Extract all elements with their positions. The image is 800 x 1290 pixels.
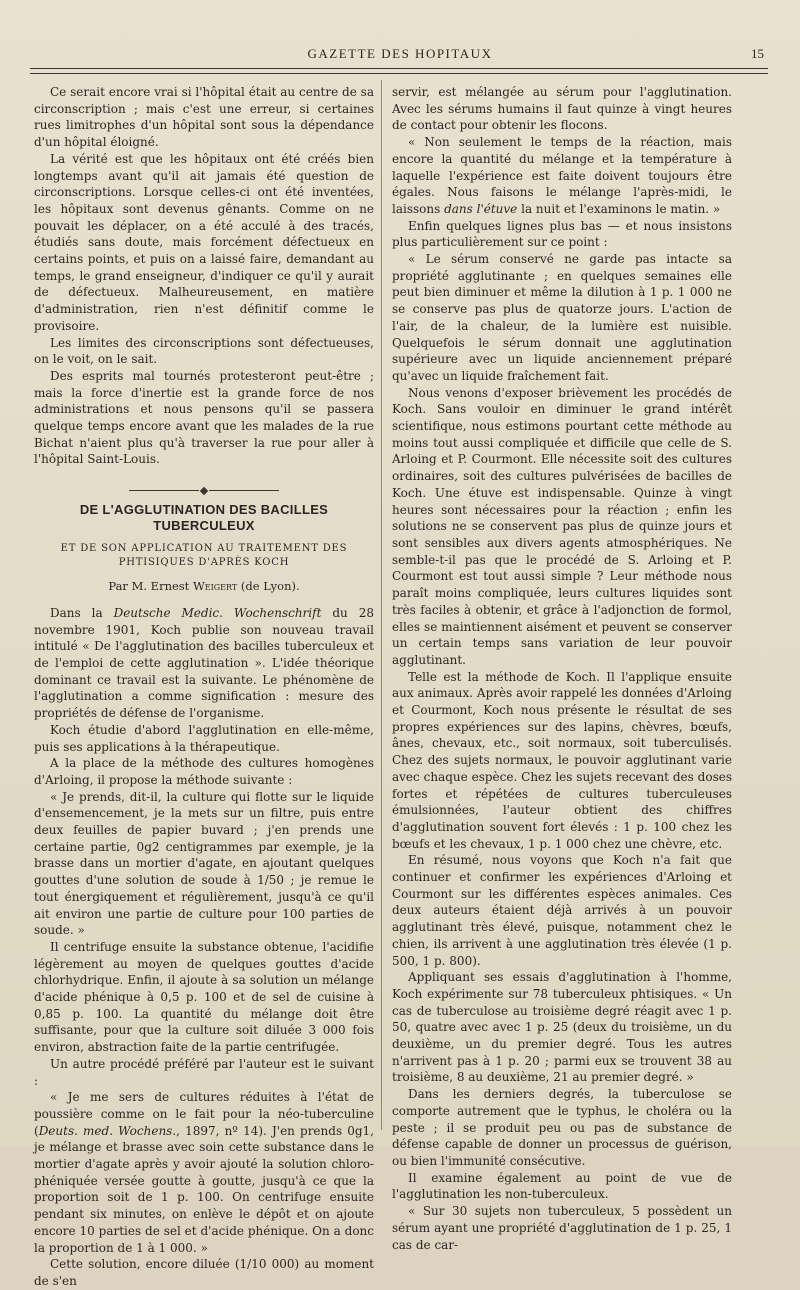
paragraph: En résumé, nous voyons que Koch n'a fait que continuer et confirmer les expériences d'Arloing et Courmont sur les différentes espèces animales. Ces deux auteurs étaient déjà arrivés à un pouvoir agglutinant très élevé, puisque, notamment chez le chien, ils arrivent à une agglutination très élevée (1 p. 500, 1 p. 800). bbox=[392, 853, 732, 968]
author-name: Weigert bbox=[192, 579, 238, 594]
paragraph: « Je prends, dit-il, la culture qui flotte sur le liquide d'ensemencement, je la mets sur un filtre, puis entre deux feuilles de papier buvard ; j'en prends une certaine partie, 0g2 centigrammes par exemple, je la brasse dans un mortier d'agate, en ajoutant quelques gouttes d'une solution de soude à 1/50 ; je remue le tout énergiquement et régulièrement, jusqu'à ce qu'il ait environ une partie de culture pour 100 parties de soude. » bbox=[34, 789, 374, 938]
paragraph: Des esprits mal tournés protesteront peut-être ; mais la force d'inertie est la grande force de nos administrations et nous pensons qu'il se passera quelque temps encore avant que les malades de la rue Bichat n'aient plus qu'à traverser la rue pour aller à l'hôpital Saint-Louis. bbox=[34, 368, 374, 467]
header-rule bbox=[30, 68, 768, 74]
column-divider bbox=[381, 80, 382, 1130]
paragraph: « Sur 30 sujets non tuberculeux, 5 possèdent un sérum ayant une propriété d'agglutination de 1 p. 25, 1 cas de car- bbox=[392, 1204, 732, 1252]
paragraph: servir, est mélangée au sérum pour l'agglutination. Avec les sérums humains il faut quinze à vingt heures de contact pour obtenir les flocons. bbox=[392, 85, 732, 133]
quote-paragraph bbox=[34, 1089, 374, 1256]
quote-text: « Non seulement le temps de la réaction, mais encore la quantité du mélange et la température à laquelle l'expérience est faite doivent toujours être égales. Nous faisons le mélange l'après-midi, le laissons bbox=[392, 135, 732, 216]
emphasis: dans l'étuve bbox=[444, 201, 518, 216]
paragraph: Dans les derniers degrés, la tuberculose se comporte autrement que le typhus, le choléra ou la peste ; il se produit peu ou pas de substance de défense capable de donner un processus de guérison, ou bien l'immunité consécutive. bbox=[392, 1087, 732, 1168]
source-title: Deuts. med. Wochens. bbox=[38, 1123, 177, 1138]
paragraph: Il centrifuge ensuite la substance obtenue, l'acidifie légèrement au moyen de quelques gouttes d'acide chlorhydrique. Enfin, il ajoute à sa solution un mélange d'acide phénique à 0,5 p. 100 et de sel de cuisine à 0,85 p. 100. La quantité du mélange doit être suffisante, pour que la culture soit diluée 3 000 fois environ, abstraction faite de la partie centrifugée. bbox=[34, 939, 374, 1055]
paragraph: Il examine également au point de vue de l'agglutination les non-tuberculeux. bbox=[392, 1170, 732, 1202]
byline-suffix: (de Lyon). bbox=[237, 579, 300, 594]
paragraph: « Le sérum conservé ne garde pas intacte sa propriété agglutinante ; en quelques semaines elle peut bien diminuer et même la dilution à 1 p. 1 000 ne se conserve pas plus de quatorze jours. L'action de l'air, de la chaleur, de la lumière est nuisible. Quelquefois le sérum donnait une agglutination supérieure avec un liquide anciennement préparé qu'avec un liquide fraîchement fait. bbox=[392, 252, 732, 383]
left-column bbox=[34, 84, 374, 1288]
paragraph: Nous venons d'exposer brièvement les procédés de Koch. Sans vouloir en diminuer le grand intérêt scientifique, nous estimons pourtant cette méthode au moins tout aussi compliquée et difficile que celle de S. Arloing et P. Courmont. Elle nécessite soit des cultures ordinaires, soit des cultures pulvérisées de bacilles de Koch. Une étuve est indispensable. Quinze à vingt heures sont nécessaires pour la réaction ; enfin les solutions ne se conservent pas plus de quinze jours et sont sensibles aux divers agents atmosphériques. Ne semble-t-il pas que le procédé de S. Arloing et P. Courmont est tout aussi simple ? Leur méthode nous paraît moins compliquée, leurs cultures liquides sont très faciles à obtenir, et grâce à l'adjonction de formol, elles se maintiennent aisément et peuvent se conserver un certain temps sans variation de leur pouvoir agglutinant. bbox=[392, 385, 732, 667]
paragraph: Les limites des circonscriptions sont défectueuses, on le voit, on le sait. bbox=[34, 335, 374, 367]
paragraph: La vérité est que les hôpitaux ont été créés bien longtemps avant qu'il ait jamais été question de circonscriptions. Lorsque celles-ci ont été inventées, les hôpitaux sont devenus gênants. Comme on ne pouvait les déplacer, on a été acculé à des tracés, étudiés sans doute, mais forcément défectueux en certains points, et puis on a laissé faire, demandant au temps, le grand enseigneur, d'indiquer ce qu'il y aurait de défectueux. Malheureusement, en matière d'administration, rien n'est définitif comme le provisoire. bbox=[34, 151, 374, 333]
paragraph: A la place de la méthode des cultures homogènes d'Arloing, il propose la méthode suivante : bbox=[34, 756, 374, 787]
paragraph: Cette solution, encore diluée (1/10 000) au moment de s'en bbox=[34, 1257, 374, 1288]
quote-text: la nuit et l'examinons le matin. » bbox=[517, 201, 721, 216]
paragraph: Telle est la méthode de Koch. Il l'applique ensuite aux animaux. Après avoir rappelé les données d'Arloing et Courmont, Koch nous présente le résultat de ses propres expériences sur des lapins, chèvres, bœufs, ânes, chevaux, etc., soit normaux, soit tuberculisés. Chez des sujets normaux, le pouvoir agglutinant varie avec chaque espèce. Chez les sujets recevant des doses fortes et répétées de cultures tuberculeuses émulsionnées, l'auteur obtient des chiffres d'agglutination souvent fort élevés : 1 p. 100 chez les bœufs et les chevaux, 1 p. 1 000 chez une chèvre, etc. bbox=[392, 669, 732, 851]
paragraph: Appliquant ses essais d'agglutination à l'homme, Koch expérimente sur 78 tuberculeux phtisiques. « Un cas de tuberculose au troisième degré réagit avec 1 p. 50, quatre avec avec 1 p. 25 (deux du troisième, un du deuxième, un du premier degré. Tous les autres n'arrivent pas à 1 p. 20 ; parmi eux se trouvent 38 au troisième, 8 au deuxième, 21 au premier degré. » bbox=[392, 970, 732, 1085]
paragraph: Ce serait encore vrai si l'hôpital était au centre de sa circonscription ; mais c'est une erreur, si certaines rues limitrophes d'un hôpital sont sous la dépendance d'un hôpital éloigné. bbox=[34, 85, 374, 150]
page-header bbox=[30, 46, 770, 66]
article-title: DE L'AGGLUTINATION DES BACILLES TUBERCULEUX bbox=[79, 502, 329, 534]
article-subtitle: ET DE SON APPLICATION AU TRAITEMENT DES PHTISIQUES D'APRÈS KOCH bbox=[60, 543, 348, 569]
right-column bbox=[392, 84, 732, 1252]
intro-paragraph bbox=[34, 605, 374, 722]
article-byline bbox=[34, 578, 374, 595]
source-title: Deutsche Medic. Wochenschrift bbox=[113, 605, 322, 620]
byline-prefix: Par M. Ernest bbox=[108, 579, 193, 594]
quote-text: « Je me sers de cultures réduites à l'état de poussière comme on le fait pour la néo-tuberculine ( bbox=[34, 1090, 374, 1138]
intro-text: du 28 novembre 1901, Koch publie son nouveau travail intitulé « De l'agglutination des bacilles tuberculeux et de l'emploi de cette agglutination ». L'idée théorique dominant ce travail est la suivante. Le phénomène de l'agglutination a comme signification : mesure des propriétés de défense de l'organisme. bbox=[34, 605, 374, 721]
intro-text: Dans la bbox=[50, 605, 114, 620]
paragraph: Un autre procédé préféré par l'auteur est le suivant : bbox=[34, 1056, 374, 1088]
paragraph: Enfin quelques lignes plus bas — et nous insistons plus particulièrement sur ce point : bbox=[392, 218, 732, 250]
journal-title: GAZETTE DES HOPITAUX bbox=[307, 46, 493, 61]
quote-paragraph bbox=[392, 134, 732, 218]
quote-text: , 1897, nº 14). J'en prends 0g1, je mélange et brasse avec soin cette substance dans le mortier d'agate après y avoir ajouté la solution chloro-phéniquée versée goutte à goutte, jusqu'à ce que la proportion soit de 1 p. 100. On centrifuge ensuite pendant six minutes, on enlève le dépôt et on ajoute encore 10 parties de sel et d'acide phénique. On a donc la proportion de 1 à 1 000. » bbox=[34, 1123, 374, 1255]
page-number: 15 bbox=[751, 46, 764, 61]
paragraph: Koch étudie d'abord l'agglutination en elle-même, puis ses applications à la thérapeutique. bbox=[34, 722, 374, 754]
section-separator bbox=[34, 482, 374, 490]
